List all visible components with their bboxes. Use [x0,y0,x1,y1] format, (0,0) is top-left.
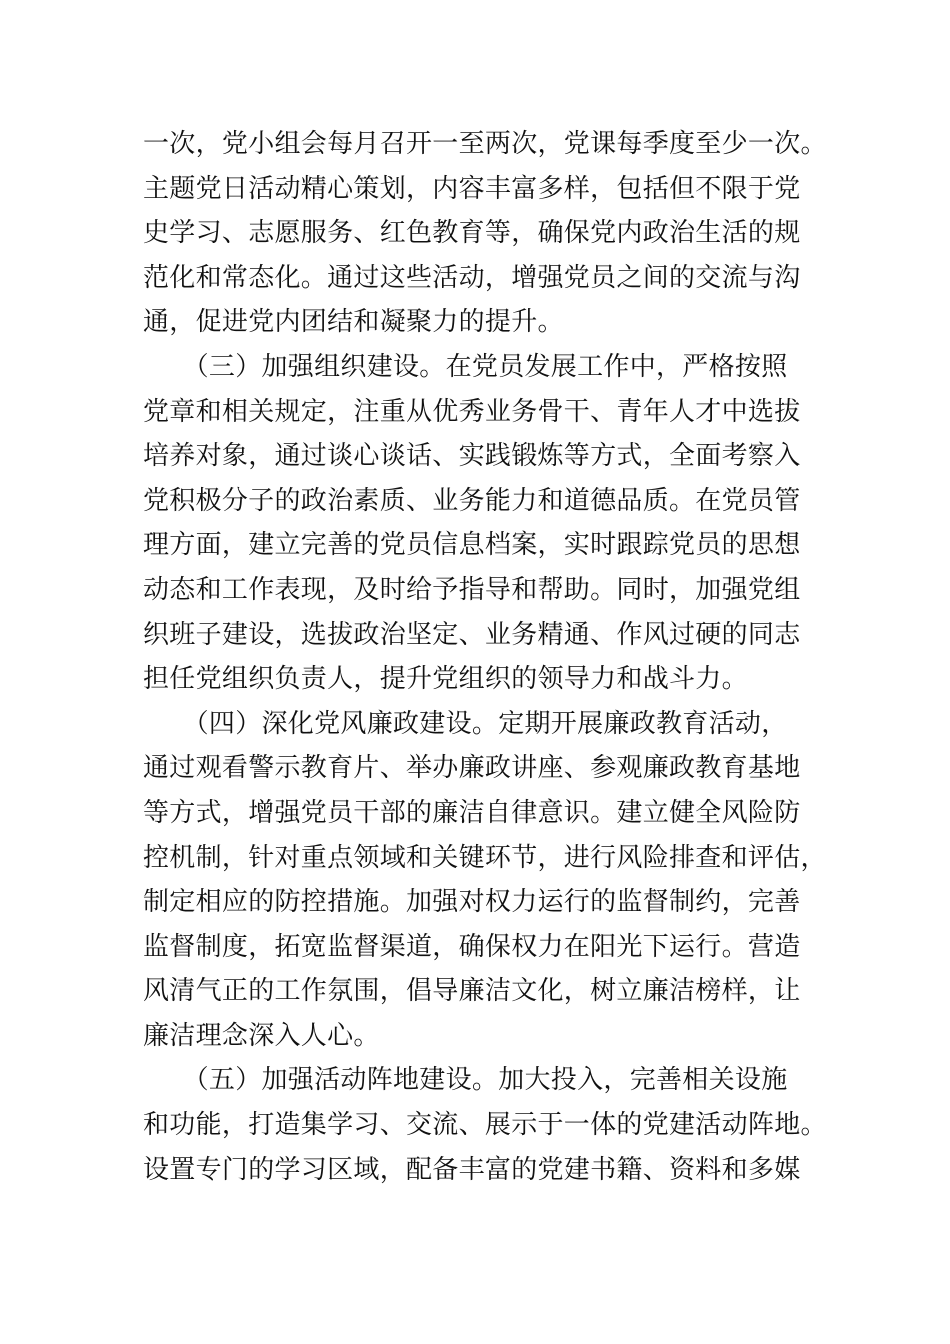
document-body-text [143,122,827,1192]
section-heading-line: （三）加强组织建设。在党员发展工作中，严格按照 [143,351,788,382]
text-line: 监督制度，拓宽监督渠道，确保权力在阳光下运行。营造 [143,931,801,962]
text-line: 等方式，增强党员干部的廉洁自律意识。建立健全风险防 [143,797,801,828]
text-line: 范化和常态化。通过这些活动，增强党员之间的交流与沟 [143,262,801,293]
section-heading-line: （四）深化党风廉政建设。定期开展廉政教育活动， [143,708,788,739]
text-line: 廉洁理念深入人心。 [143,1020,380,1051]
text-line: 史学习、志愿服务、红色教育等，确保党内政治生活的规 [143,218,801,249]
text-line: 党积极分子的政治素质、业务能力和道德品质。在党员管 [143,485,801,516]
text-line: 党章和相关规定，注重从优秀业务骨干、青年人才中选拔 [143,396,801,427]
text-line: 培养对象，通过谈心谈话、实践锻炼等方式，全面考察入 [143,441,801,472]
text-line: 设置专门的学习区域，配备丰富的党建书籍、资料和多媒 [143,1154,801,1185]
text-line: 控机制，针对重点领域和关键环节，进行风险排查和评估， [143,842,827,873]
text-line: 和功能，打造集学习、交流、展示于一体的党建活动阵地。 [143,1110,827,1141]
text-line: 制定相应的防控措施。加强对权力运行的监督制约，完善 [143,887,801,918]
text-line: 主题党日活动精心策划，内容丰富多样，包括但不限于党 [143,173,801,204]
text-line: 动态和工作表现，及时给予指导和帮助。同时，加强党组 [143,574,801,605]
text-line: 通，促进党内团结和凝聚力的提升。 [143,307,564,338]
text-line: 一次，党小组会每月召开一至两次，党课每季度至少一次。 [143,129,827,159]
text-line: 织班子建设，选拔政治坚定、业务精通、作风过硬的同志 [143,619,801,650]
section-heading-line: （五）加强活动阵地建设。加大投入，完善相关设施 [143,1065,788,1096]
text-line: 通过观看警示教育片、举办廉政讲座、参观廉政教育基地 [143,753,801,784]
text-line: 风清气正的工作氛围，倡导廉洁文化，树立廉洁榜样，让 [143,976,801,1007]
text-line: 理方面，建立完善的党员信息档案，实时跟踪党员的思想 [143,530,801,561]
text-line: 担任党组织负责人，提升党组织的领导力和战斗力。 [143,664,748,695]
